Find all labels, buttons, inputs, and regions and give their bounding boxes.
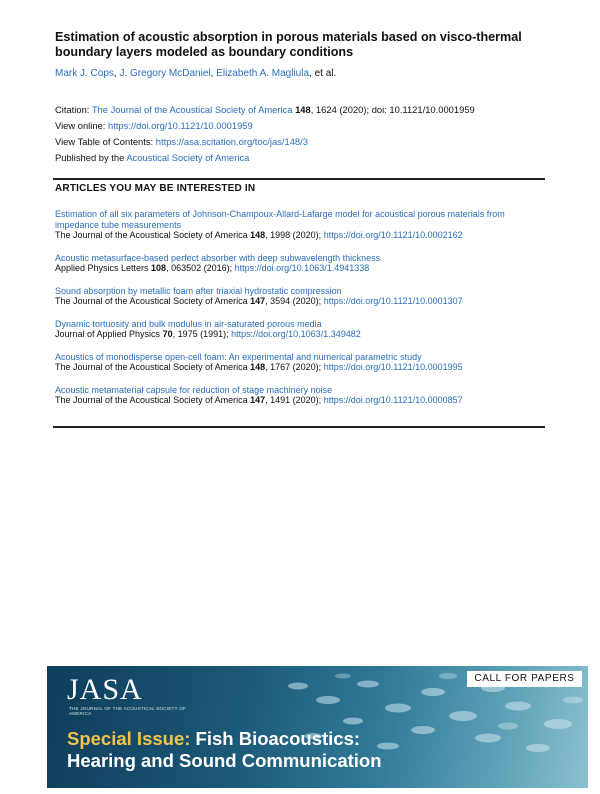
citation-journal-link[interactable]: The Journal of the Acoustical Society of America <box>91 104 293 115</box>
article-doi-link[interactable]: https://doi.org/10.1121/10.0002162 <box>323 230 463 240</box>
et-al: , et al. <box>309 68 337 79</box>
article-title-link[interactable]: Dynamic tortuosity and bulk modulus in air-saturated porous media <box>55 318 322 329</box>
article-reference: Journal of Applied Physics 70, 1975 (1991); https://doi.org/10.1063/1.349482 <box>55 329 361 339</box>
author-list: Mark J. Cops, J. Gregory McDaniel, Elizabeth A. Magliula, et al. <box>55 68 337 79</box>
article-doi-link[interactable]: https://doi.org/10.1063/1.349482 <box>231 329 361 339</box>
divider <box>53 178 545 180</box>
paper-title: Estimation of acoustic absorption in porous materials based on visco-thermal boundary layers modeled as boundary conditions <box>55 30 522 59</box>
related-article <box>55 253 545 274</box>
article-reference: The Journal of the Acoustical Society of America 147, 3594 (2020); https://doi.org/10.1121/10.0001307 <box>55 296 463 306</box>
article-reference: The Journal of the Acoustical Society of America 148, 1998 (2020); https://doi.org/10.1121/10.0002162 <box>55 230 463 240</box>
toc-row: View Table of Contents: https://asa.scitation.org/toc/jas/148/3 <box>55 136 308 147</box>
article-doi-link[interactable]: https://doi.org/10.1121/10.0001995 <box>323 362 463 372</box>
article-doi-link[interactable]: https://doi.org/10.1121/10.0001307 <box>323 296 463 306</box>
article-title-link[interactable]: Sound absorption by metallic foam after triaxial hydrostatic compression <box>55 285 342 296</box>
article-title-link[interactable]: Acoustic metamaterial capsule for reduction of stage machinery noise <box>55 384 333 395</box>
article-title-link[interactable]: Estimation of all six parameters of Johnson-Champoux-Allard-Lafarge model for acoustical porous materials from impedance tube measurements <box>55 209 505 230</box>
article-reference: The Journal of the Acoustical Society of America 147, 1491 (2020); https://doi.org/10.1121/10.0000857 <box>55 395 463 405</box>
view-online-row: View online: https://doi.org/10.1121/10.0001959 <box>55 120 253 131</box>
related-article <box>55 352 545 373</box>
banner-headline: Special Issue: Fish Bioacoustics: Hearing and Sound Communication <box>67 728 382 771</box>
jasa-logo: JASA <box>67 673 143 706</box>
related-article <box>55 286 545 307</box>
call-for-papers-label: CALL FOR PAPERS <box>467 671 582 687</box>
view-online-link[interactable]: https://doi.org/10.1121/10.0001959 <box>108 120 253 131</box>
article-doi-link[interactable]: https://doi.org/10.1121/10.0000857 <box>323 395 463 405</box>
call-for-papers-banner[interactable] <box>47 666 588 788</box>
article-reference: The Journal of the Acoustical Society of America 148, 1767 (2020); https://doi.org/10.1121/10.0001995 <box>55 362 463 372</box>
toc-link[interactable]: https://asa.scitation.org/toc/jas/148/3 <box>155 136 308 147</box>
article-reference: Applied Physics Letters 108, 063502 (2016); https://doi.org/10.1063/1.4941338 <box>55 263 370 273</box>
citation-row: Citation: The Journal of the Acoustical Society of America 148, 1624 (2020); doi: 10.1121/10.0001959 <box>55 104 475 115</box>
article-title-link[interactable]: Acoustic metasurface-based perfect absorber with deep subwavelength thickness <box>55 252 381 263</box>
author-link[interactable]: Elizabeth A. Magliula <box>216 68 310 79</box>
publisher-link[interactable]: Acoustical Society of America <box>126 152 250 163</box>
article-doi-link[interactable]: https://doi.org/10.1063/1.4941338 <box>234 263 370 273</box>
jasa-logo-subtitle: THE JOURNAL OF THE ACOUSTICAL SOCIETY OF AMERICA <box>69 706 186 716</box>
related-article <box>55 209 545 241</box>
related-article <box>55 319 545 340</box>
article-title-link[interactable]: Acoustics of monodisperse open-cell foam: An experimental and numerical parametric study <box>55 351 422 362</box>
divider <box>53 426 545 428</box>
author-link[interactable]: J. Gregory McDaniel <box>119 68 211 79</box>
section-heading: ARTICLES YOU MAY BE INTERESTED IN <box>55 183 256 194</box>
citation-block <box>55 102 475 166</box>
author-link[interactable]: Mark J. Cops <box>55 68 114 79</box>
published-row: Published by the Acoustical Society of America <box>55 152 250 163</box>
related-article <box>55 385 545 406</box>
related-articles <box>55 209 545 418</box>
